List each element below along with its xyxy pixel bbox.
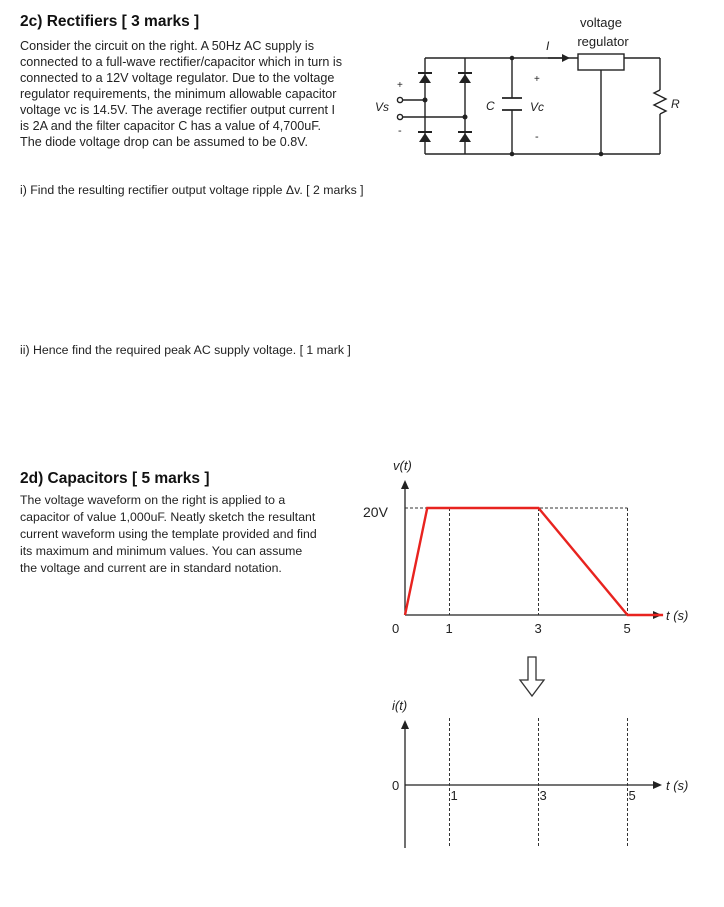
- down-arrow-icon: [520, 657, 544, 696]
- v-ytick-20v: 20V: [363, 504, 388, 520]
- question-ii: ii) Hence find the required peak AC supply voltage. [ 1 mark ]: [20, 343, 351, 357]
- question-i: i) Find the resulting rectifier output voltage ripple Δv. [ 2 marks ]: [20, 183, 364, 197]
- v-y-axis-arrow-icon: [401, 480, 409, 489]
- para-line: connected to a 12V voltage regulator. Due to the voltage: [20, 71, 335, 85]
- vc-plus-label: +: [534, 74, 540, 85]
- i-y-axis-label: i(t): [392, 698, 408, 713]
- i-x-axis-label: t (s): [666, 778, 689, 793]
- section-2c-title: 2c) Rectifiers [ 3 marks ]: [20, 13, 200, 30]
- para-line: voltage vᴄ is 14.5V. The average rectifier output current I: [20, 103, 336, 117]
- v-xtick-1: 1: [445, 621, 453, 636]
- i-ytick-0: 0: [392, 778, 400, 793]
- regulator-label-line2: regulator: [577, 34, 629, 49]
- capacitor-label: C: [486, 99, 495, 113]
- para-line: regulator requirements, the minimum allowable capacitor: [20, 87, 337, 101]
- para-line: its maximum and minimum values. You can assume: [20, 544, 303, 558]
- para-line: The diode voltage drop can be assumed to be 0.8V.: [20, 135, 308, 149]
- para-line: the voltage and current are in standard notation.: [20, 561, 282, 575]
- v-waveform-line: [405, 508, 663, 615]
- v-ytick-0: 0: [392, 621, 400, 636]
- para-line: capacitor of value 1,000uF. Neatly sketch the resultant: [20, 510, 316, 524]
- para-line: current waveform using the template provided and find: [20, 527, 317, 541]
- v-x-axis-label: t (s): [666, 608, 689, 623]
- v-xtick-5: 5: [623, 621, 631, 636]
- para-line: Consider the circuit on the right. A 50Hz AC supply is: [20, 39, 315, 53]
- vs-plus-label: +: [397, 80, 403, 91]
- v-xtick-3: 3: [534, 621, 542, 636]
- i-x-axis-arrow-icon: [653, 781, 662, 789]
- vs-minus-label: -: [398, 125, 402, 137]
- i-y-axis-arrow-icon: [401, 720, 409, 729]
- para-line: is 2A and the filter capacitor C has a value of 4,700uF.: [20, 119, 322, 133]
- current-label: I: [546, 39, 550, 53]
- v-y-axis-label: v(t): [393, 458, 412, 473]
- vs-label: Vs: [375, 100, 390, 114]
- regulator-label-line1: voltage: [580, 15, 622, 30]
- para-line: The voltage waveform on the right is applied to a: [20, 493, 286, 507]
- i-xtick-5: 5: [628, 788, 636, 803]
- vc-label: Vc: [530, 100, 545, 114]
- resistor-label: R: [671, 97, 680, 111]
- i-xtick-3: 3: [539, 788, 547, 803]
- para-line: connected to a full-wave rectifier/capacitor which in turn is: [20, 55, 342, 69]
- i-xtick-1: 1: [450, 788, 458, 803]
- vc-minus-label: -: [535, 131, 539, 143]
- section-2d-title: 2d) Capacitors [ 5 marks ]: [20, 470, 210, 487]
